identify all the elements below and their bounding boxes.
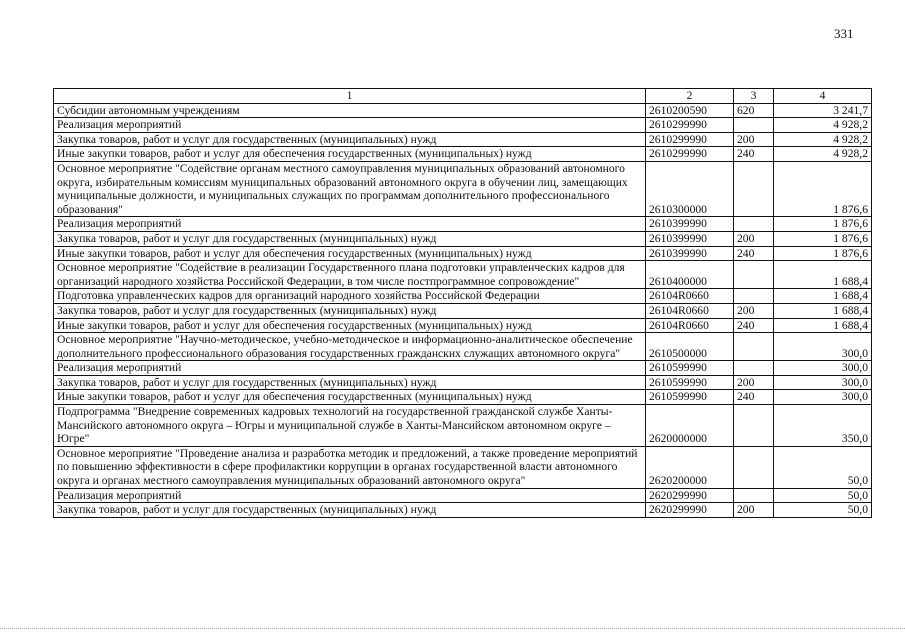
row-code-cell: 2620299990 bbox=[646, 503, 734, 518]
row-type-cell: 200 bbox=[734, 132, 774, 147]
table-row bbox=[54, 405, 872, 447]
table-row bbox=[54, 161, 872, 216]
row-name-cell: Закупка товаров, работ и услуг для государственных (муниципальных) нужд bbox=[54, 303, 646, 318]
table-row bbox=[54, 147, 872, 162]
row-amount-cell: 1 688,4 bbox=[774, 303, 872, 318]
page-number: 331 bbox=[834, 26, 854, 41]
table-row bbox=[54, 503, 872, 518]
row-code-cell: 2610500000 bbox=[646, 333, 734, 361]
row-amount-cell: 350,0 bbox=[774, 405, 872, 447]
row-code-cell: 2610299990 bbox=[646, 147, 734, 162]
table-row bbox=[54, 217, 872, 232]
row-amount-cell: 300,0 bbox=[774, 390, 872, 405]
row-type-cell bbox=[734, 333, 774, 361]
table-row bbox=[54, 361, 872, 376]
budget-table bbox=[53, 88, 872, 518]
header-col-2: 2 bbox=[646, 89, 734, 104]
row-name-cell: Иные закупки товаров, работ и услуг для обеспечения государственных (муниципальных) нужд bbox=[54, 390, 646, 405]
table-row bbox=[54, 390, 872, 405]
row-amount-cell: 4 928,2 bbox=[774, 118, 872, 133]
row-type-cell bbox=[734, 289, 774, 304]
row-code-cell: 2620299990 bbox=[646, 488, 734, 503]
row-amount-cell: 1 876,6 bbox=[774, 217, 872, 232]
row-type-cell bbox=[734, 118, 774, 133]
row-amount-cell: 50,0 bbox=[774, 503, 872, 518]
row-amount-cell: 1 876,6 bbox=[774, 246, 872, 261]
row-code-cell: 2610399990 bbox=[646, 217, 734, 232]
table-row bbox=[54, 289, 872, 304]
row-amount-cell: 50,0 bbox=[774, 488, 872, 503]
row-code-cell: 2610599990 bbox=[646, 390, 734, 405]
row-type-cell: 200 bbox=[734, 375, 774, 390]
row-code-cell: 26104R0660 bbox=[646, 318, 734, 333]
table-header-row bbox=[54, 89, 872, 104]
row-code-cell: 2610399990 bbox=[646, 231, 734, 246]
row-type-cell: 240 bbox=[734, 246, 774, 261]
table-row bbox=[54, 446, 872, 488]
table-row bbox=[54, 103, 872, 118]
row-type-cell bbox=[734, 488, 774, 503]
row-amount-cell: 3 241,7 bbox=[774, 103, 872, 118]
row-name-cell: Субсидии автономным учреждениям bbox=[54, 103, 646, 118]
row-name-cell: Иные закупки товаров, работ и услуг для обеспечения государственных (муниципальных) нужд bbox=[54, 147, 646, 162]
row-amount-cell: 1 688,4 bbox=[774, 318, 872, 333]
row-code-cell: 2620000000 bbox=[646, 405, 734, 447]
row-type-cell: 200 bbox=[734, 503, 774, 518]
row-code-cell: 2610200590 bbox=[646, 103, 734, 118]
row-name-cell: Реализация мероприятий bbox=[54, 488, 646, 503]
row-name-cell: Подпрограмма "Внедрение современных кадровых технологий на государственной гражданской службе Ханты-Мансийского автономного округа – Югры и муниципальной службе в Ханты-Мансийском автономном округе – Югре" bbox=[54, 405, 646, 447]
row-amount-cell: 300,0 bbox=[774, 375, 872, 390]
row-code-cell: 26104R0660 bbox=[646, 289, 734, 304]
table-row bbox=[54, 303, 872, 318]
table-row bbox=[54, 118, 872, 133]
table-row bbox=[54, 488, 872, 503]
row-amount-cell: 1 876,6 bbox=[774, 161, 872, 216]
table-row bbox=[54, 231, 872, 246]
row-name-cell: Иные закупки товаров, работ и услуг для обеспечения государственных (муниципальных) нужд bbox=[54, 246, 646, 261]
table-row bbox=[54, 246, 872, 261]
row-type-cell bbox=[734, 361, 774, 376]
row-code-cell: 2610299990 bbox=[646, 118, 734, 133]
row-amount-cell: 300,0 bbox=[774, 333, 872, 361]
row-amount-cell: 4 928,2 bbox=[774, 147, 872, 162]
row-name-cell: Основное мероприятие "Содействие в реализации Государственного плана подготовки управленческих кадров для организаций народного хозяйства Российской Федерации, в том числе постпрограммное сопровождение" bbox=[54, 261, 646, 289]
row-type-cell: 620 bbox=[734, 103, 774, 118]
scan-edge-line bbox=[0, 628, 905, 629]
table-row bbox=[54, 318, 872, 333]
row-name-cell: Закупка товаров, работ и услуг для государственных (муниципальных) нужд bbox=[54, 375, 646, 390]
row-amount-cell: 300,0 bbox=[774, 361, 872, 376]
table-row bbox=[54, 333, 872, 361]
row-amount-cell: 1 688,4 bbox=[774, 261, 872, 289]
row-code-cell: 26104R0660 bbox=[646, 303, 734, 318]
header-col-3: 3 bbox=[734, 89, 774, 104]
row-name-cell: Основное мероприятие "Проведение анализа и разработка методик и предложений, а также проведение мероприятий по повышению эффективности в сфере профилактики коррупции в органах государственной власти автономного округа и органах местного самоуправления муниципальных образований автономного округа" bbox=[54, 446, 646, 488]
row-code-cell: 2620200000 bbox=[646, 446, 734, 488]
row-type-cell bbox=[734, 405, 774, 447]
row-type-cell bbox=[734, 161, 774, 216]
row-name-cell: Закупка товаров, работ и услуг для государственных (муниципальных) нужд bbox=[54, 132, 646, 147]
row-code-cell: 2610599990 bbox=[646, 375, 734, 390]
row-type-cell: 240 bbox=[734, 390, 774, 405]
row-name-cell: Подготовка управленческих кадров для организаций народного хозяйства Российской Федерации bbox=[54, 289, 646, 304]
row-code-cell: 2610599990 bbox=[646, 361, 734, 376]
row-type-cell bbox=[734, 446, 774, 488]
row-type-cell: 200 bbox=[734, 303, 774, 318]
row-amount-cell: 50,0 bbox=[774, 446, 872, 488]
row-type-cell: 240 bbox=[734, 147, 774, 162]
row-code-cell: 2610400000 bbox=[646, 261, 734, 289]
row-name-cell: Закупка товаров, работ и услуг для государственных (муниципальных) нужд bbox=[54, 231, 646, 246]
header-col-1: 1 bbox=[54, 89, 646, 104]
row-type-cell: 240 bbox=[734, 318, 774, 333]
table-row bbox=[54, 375, 872, 390]
row-code-cell: 2610299990 bbox=[646, 132, 734, 147]
row-name-cell: Основное мероприятие "Содействие органам местного самоуправления муниципальных образований автономного округа, избирательным комиссиям муниципальных образований автономного округа в обучении лиц, замещающих муниципальные должности, и муниципальных служащих по программам дополнительного профессионального образования" bbox=[54, 161, 646, 216]
row-name-cell: Реализация мероприятий bbox=[54, 217, 646, 232]
row-name-cell: Реализация мероприятий bbox=[54, 361, 646, 376]
row-type-cell bbox=[734, 217, 774, 232]
row-name-cell: Иные закупки товаров, работ и услуг для обеспечения государственных (муниципальных) нужд bbox=[54, 318, 646, 333]
row-name-cell: Закупка товаров, работ и услуг для государственных (муниципальных) нужд bbox=[54, 503, 646, 518]
header-col-4: 4 bbox=[774, 89, 872, 104]
row-code-cell: 2610300000 bbox=[646, 161, 734, 216]
row-name-cell: Основное мероприятие "Научно-методическое, учебно-методическое и информационно-аналитическое обеспечение дополнительного профессионального образования государственных гражданских служащих автономного округа" bbox=[54, 333, 646, 361]
table-row bbox=[54, 261, 872, 289]
row-name-cell: Реализация мероприятий bbox=[54, 118, 646, 133]
row-type-cell bbox=[734, 261, 774, 289]
row-amount-cell: 1 688,4 bbox=[774, 289, 872, 304]
row-code-cell: 2610399990 bbox=[646, 246, 734, 261]
row-amount-cell: 1 876,6 bbox=[774, 231, 872, 246]
row-amount-cell: 4 928,2 bbox=[774, 132, 872, 147]
table-row bbox=[54, 132, 872, 147]
row-type-cell: 200 bbox=[734, 231, 774, 246]
